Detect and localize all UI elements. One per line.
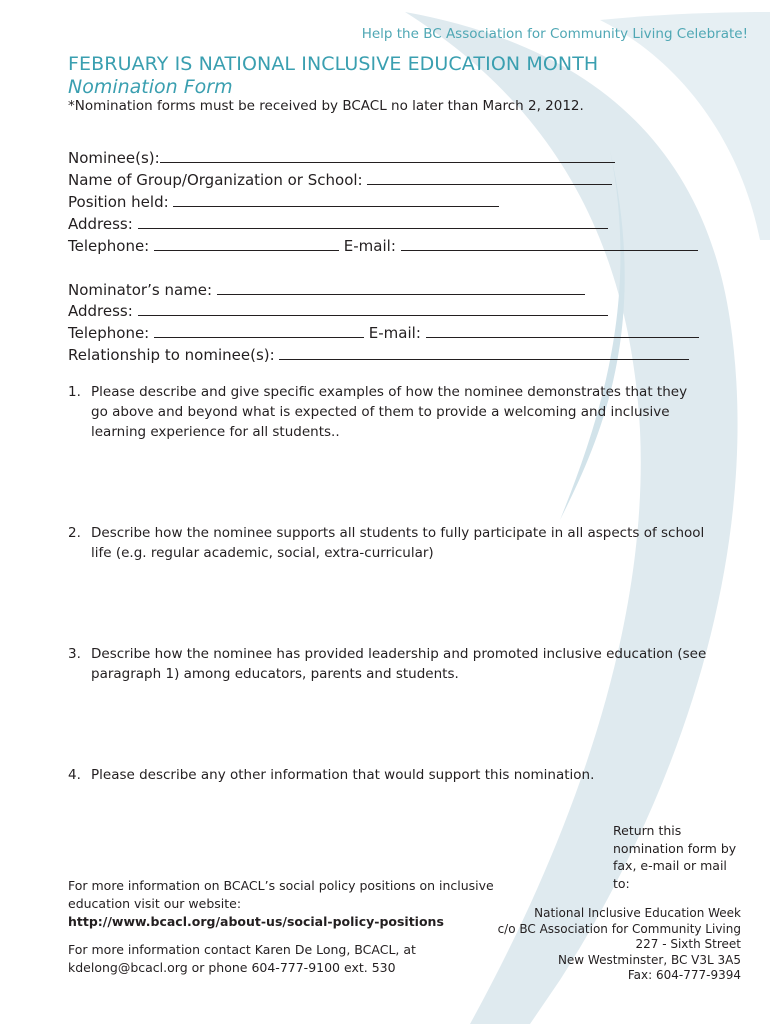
position-field[interactable] [68, 190, 499, 213]
nominator-name-field[interactable] [68, 278, 585, 301]
nominee-address-field[interactable] [68, 212, 608, 235]
mailing-address-line-1: National Inclusive Education Week [534, 906, 741, 920]
nominee-address-blank-line[interactable] [138, 212, 608, 229]
nominee-email-label: E-mail: [343, 237, 396, 255]
question-text: Describe how the nominee supports all students to fully participate in all aspects of school life (e.g. regular academic, social, extra-curricular) [91, 525, 705, 561]
relationship-label: Relationship to nominee(s): [68, 346, 275, 364]
policy-url-link[interactable]: http://www.bcacl.org/about-us/social-policy-positions [68, 914, 444, 929]
deadline-notice: *Nomination forms must be received by BCACL no later than March 2, 2012. [68, 98, 584, 114]
question-1 [68, 382, 708, 442]
position-label: Position held: [68, 193, 169, 211]
page-title: FEBRUARY IS NATIONAL INCLUSIVE EDUCATION MONTH [68, 53, 599, 75]
nominee-email-blank-line[interactable] [401, 234, 698, 251]
nominator-email-label: E-mail: [368, 324, 421, 342]
nominee-telephone-label: Telephone: [68, 237, 150, 255]
policy-info-line-1: For more information on BCACL’s social policy positions on inclusive [68, 878, 494, 893]
nominees-blank-line[interactable] [160, 146, 615, 163]
question-2 [68, 523, 708, 563]
question-number: 2. [68, 525, 81, 541]
mailing-address-line-2: c/o BC Association for Community Living [497, 921, 741, 936]
mailing-address-line-3: 227 - Sixth Street [635, 937, 741, 951]
celebration-tagline: Help the BC Association for Community Living Celebrate! [361, 26, 748, 42]
form-subtitle: Nomination Form [68, 76, 233, 98]
question-4 [68, 765, 708, 785]
nominees-label: Nominee(s): [68, 149, 160, 167]
nominator-contact-field[interactable] [68, 321, 699, 344]
nominees-field[interactable] [68, 146, 615, 169]
nominator-name-blank-line[interactable] [217, 278, 585, 295]
nominee-contact-field[interactable] [68, 234, 698, 257]
question-text: Please describe any other information that would support this nomination. [91, 767, 595, 783]
nominee-address-label: Address: [68, 215, 133, 233]
return-instructions: Return this nomination form by fax, e-mail or mail to: [613, 823, 737, 891]
nominator-address-label: Address: [68, 302, 133, 320]
nominator-address-field[interactable] [68, 299, 608, 322]
question-number: 3. [68, 646, 81, 662]
relationship-blank-line[interactable] [279, 343, 689, 360]
group-blank-line[interactable] [367, 168, 612, 185]
nominator-telephone-blank-line[interactable] [154, 321, 364, 338]
question-text: Please describe and give specific examples of how the nominee demonstrates that they go above and beyond what is expected of them to provide a welcoming and inclusive learning experience for all students.. [91, 384, 688, 440]
position-blank-line[interactable] [173, 190, 499, 207]
contact-info-line-2: kdelong@bcacl.org or phone 604-777-9100 ext. 530 [68, 960, 396, 975]
nominator-address-blank-line[interactable] [138, 299, 608, 316]
group-label: Name of Group/Organization or School: [68, 171, 363, 189]
policy-info-line-2: education visit our website: [68, 896, 242, 911]
question-3 [68, 644, 708, 684]
question-number: 1. [68, 384, 81, 400]
question-number: 4. [68, 767, 81, 783]
nominator-name-label: Nominator’s name: [68, 281, 213, 299]
nominator-email-blank-line[interactable] [426, 321, 699, 338]
group-field[interactable] [68, 168, 612, 191]
relationship-field[interactable] [68, 343, 689, 366]
fax-number: Fax: 604-777-9394 [627, 968, 741, 982]
contact-info-line-1: For more information contact Karen De Long, BCACL, at [68, 942, 416, 957]
nominator-telephone-label: Telephone: [68, 324, 150, 342]
question-text: Describe how the nominee has provided leadership and promoted inclusive education (see paragraph 1) among educators, parents and students. [91, 646, 707, 682]
mailing-address-line-4: New Westminster, BC V3L 3A5 [557, 952, 741, 967]
nominee-telephone-blank-line[interactable] [154, 234, 339, 251]
